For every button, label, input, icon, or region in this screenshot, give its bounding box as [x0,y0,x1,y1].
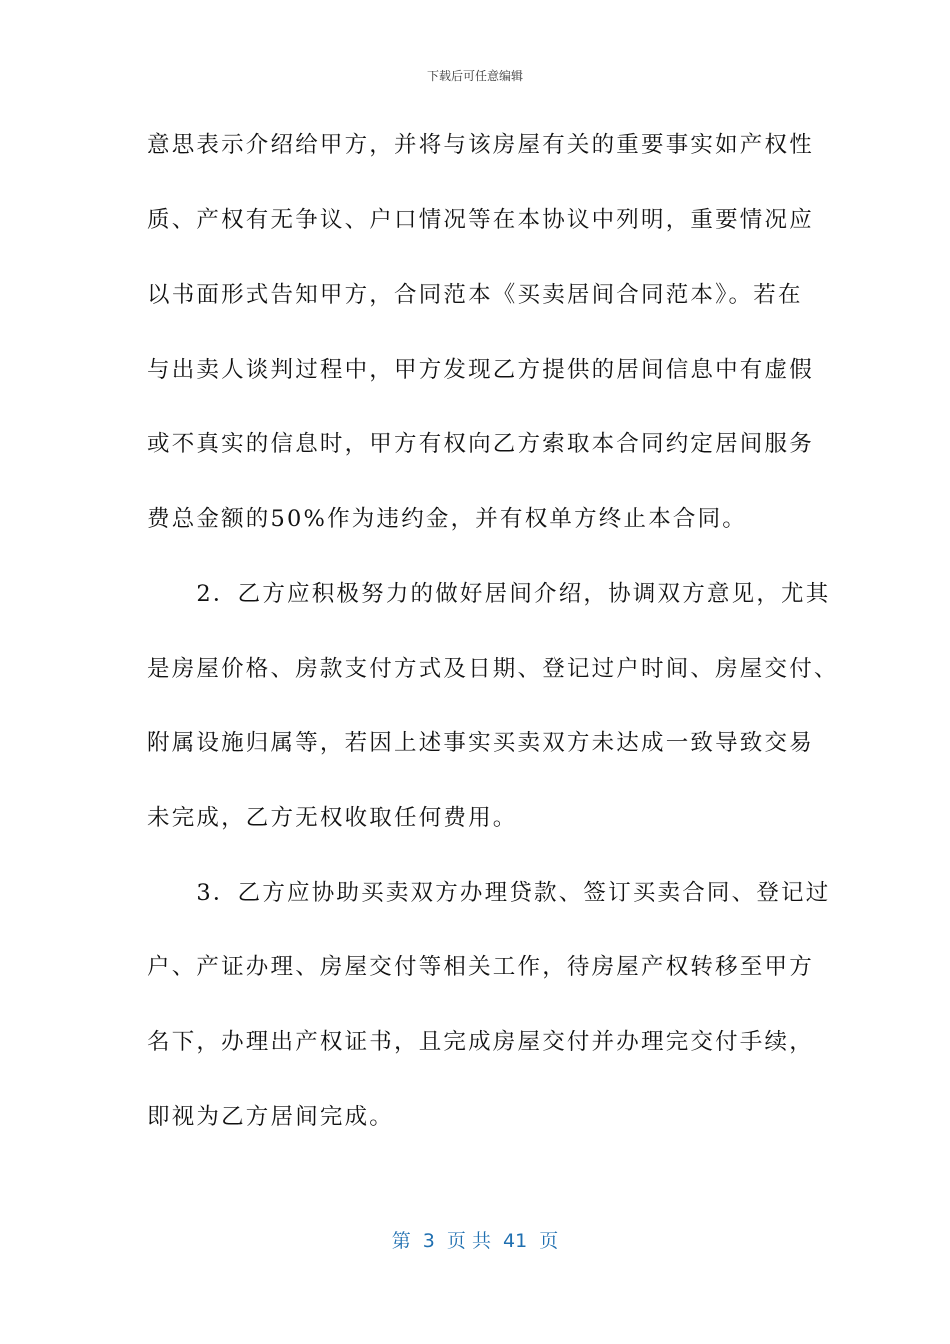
text-line: 2．乙方应积极努力的做好居间介绍，协调双方意见，尤其 [147,581,831,607]
text-line: 意思表示介绍给甲方，并将与该房屋有关的重要事实如产权性 [147,132,814,158]
text-line: 即视为乙方居间完成。 [147,1104,395,1130]
text-line: 附属设施归属等，若因上述事实买卖双方未达成一致导致交易 [147,730,814,756]
text-line: 质、产权有无争议、户口情况等在本协议中列明，重要情况应 [147,207,814,233]
header-note: 下载后可任意编辑 [426,69,523,83]
text-line: 与出卖人谈判过程中，甲方发现乙方提供的居间信息中有虚假 [147,357,814,383]
text-line: 是房屋价格、房款支付方式及日期、登记过户时间、房屋交付、 [147,656,839,682]
page-number: 第 3 页 共 41 页 [391,1230,559,1252]
text-line: 3．乙方应协助买卖双方办理贷款、签订买卖合同、登记过 [147,880,831,906]
text-line: 或不真实的信息时，甲方有权向乙方索取本合同约定居间服务 [147,431,814,457]
text-line: 未完成，乙方无权收取任何费用。 [147,805,518,831]
text-line: 名下，办理出产权证书，且完成房屋交付并办理完交付手续， [147,1029,814,1055]
text-line: 费总金额的50%作为违约金，并有权单方终止本合同。 [147,506,748,532]
text-line: 以书面形式告知甲方，合同范本《买卖居间合同范本》。若在 [147,282,803,308]
text-line: 户、产证办理、房屋交付等相关工作，待房屋产权转移至甲方 [147,954,814,980]
